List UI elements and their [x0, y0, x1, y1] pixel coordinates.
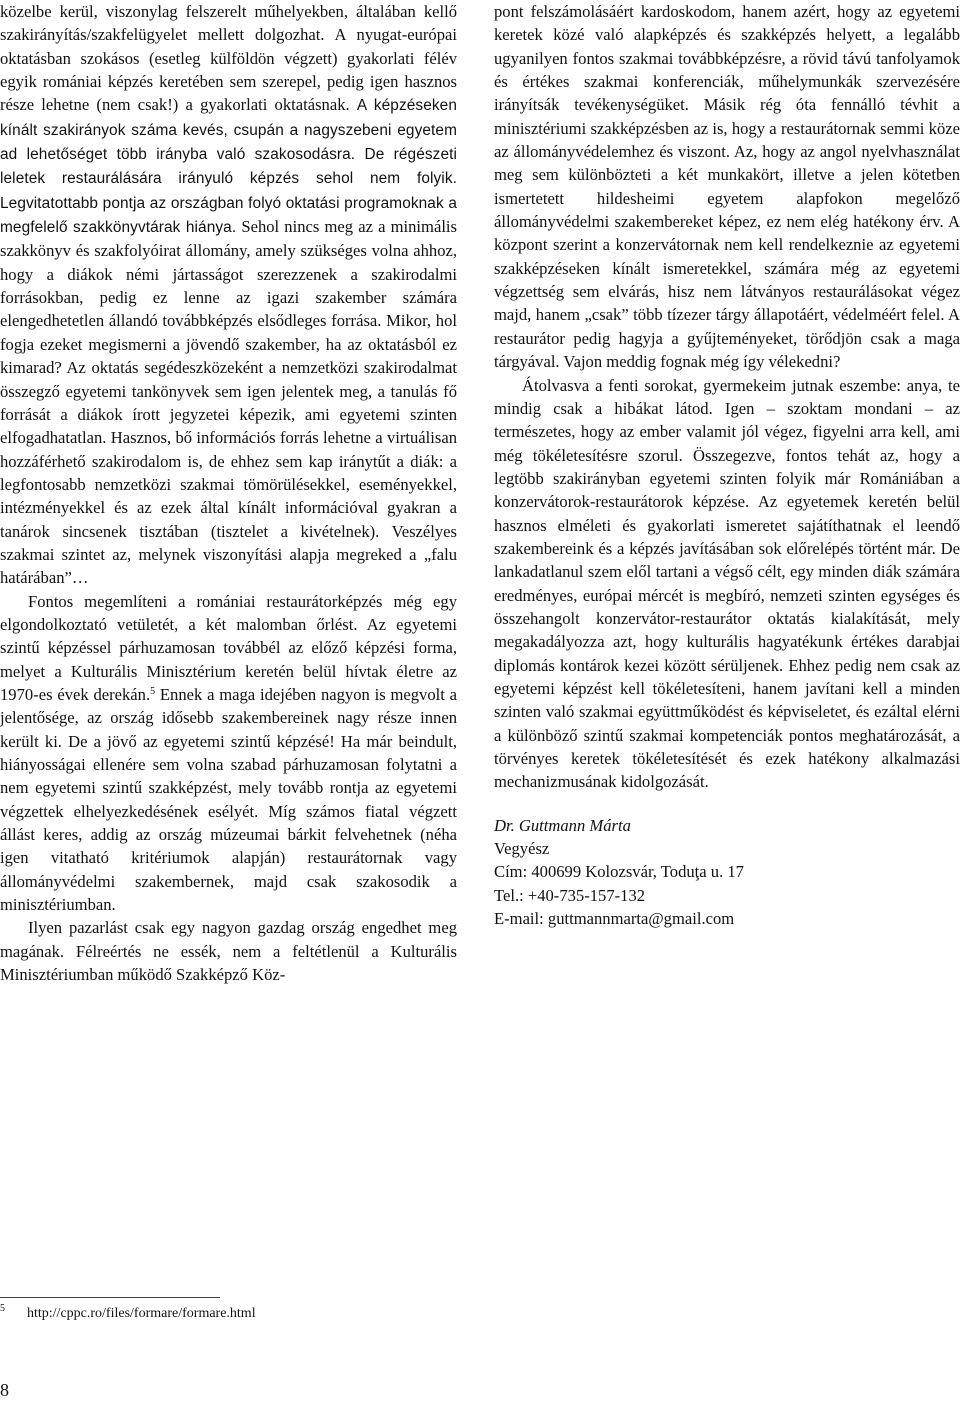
footnote-divider: [0, 1297, 220, 1298]
author-title: Vegyész: [494, 839, 550, 859]
author-email: E-mail: guttmannmarta@gmail.com: [494, 909, 735, 929]
author-address: Cím: 400699 Kolozsvár, Toduţa u. 17: [494, 862, 744, 882]
page-number: 8: [0, 1380, 9, 1400]
paragraph-text-sans: A képzéseken kínált szakirányok száma kevés, csupán a nagyszebeni egyetem ad lehetőséget több irányba való szakosodásra. De régészeti leletek restaurálására irányuló képzés sehol nem folyik. Legvitatottabb pontja az országban folyó oktatási programoknak a megfelelő szakkönyvtárak hiánya.: [0, 97, 457, 237]
paragraph: pont felszámolásáért kardoskodom, hanem azért, hogy az egyetemi keretek közé való alapképzés és szakképzés helyett, a legalább ugyanilyen fontos szakmai továbbképzésre, a rövid távú tanfolyamok és értékes szakmai konferenciák, műhelymunkák szervezésére irányítsák tevékenységüket. Másik rég óta fennálló tévhit a minisztériumi szakképzésben az is, hogy a restaurátornak semmi köze az állományvédelemhez és viszont. Az, hogy az angol nyelvhasználat meg sem különbözteti a két munkakört, illetve a jelen kötetben ismertetett hildesheimi egyetem alapfokon megelőző állományvédelmi szakembereket képez, ez nem elég hatékony érv. A központ szerint a konzervátornak nem kell rendelkeznie az egyetemi szakképzéseken kínált ismeretekkel, számára még az egyetemi végzettség sem elvárás, hisz nem látványos restaurálásokat végez majd, hanem „csak” több tízezer tárgy állapotáért, védelméért felel. A restaurátor pedig hagyja a gyűjteményeket, törődjön csak a maga tárgyával. Vajon meddig fognak még így vélekedni?: [494, 2, 960, 372]
author-signature: [494, 814, 960, 931]
left-column: [0, 0, 457, 986]
right-column: [494, 0, 960, 930]
author-phone: Tel.: +40-735-157-132: [494, 885, 646, 905]
paragraph: Átolvasva a fenti sorokat, gyermekeim jutnak eszembe: anya, te mindig csak a hibákat látod. Igen – szoktam mondani – az természetes, hogy az ember valamit jól végez, figyelni arra kell, ami még tökéletesítésre szorul. Összegezve, fontos tehát az, hogy a legtöbb szakirányban egyetemi szinten folyik már Romániában a konzervátorok-restaurátorok képzése. Az egyetemek keretén belül hasznos elméleti és gyakorlati ismeretet sajátíthatnak el leendő szakembereink és a képzés javításában sok előrelépés történt már. De lankadatlanul szem elől tartani a végső célt, egy minden diák számára eredményes, európai mércét is megbíró, nemzeti szinten egységes és összehangolt konzervátor-restaurátor oktatás kialakítását, mely megakadályozza azt, hogy kulturális hagyatékunk értékes darabjai diplomás kontárok kezei között sérüljenek. Ehhez pedig nem csak az egyetemi képzést kell tökéletesíteni, hanem javítani kell a minden szinten való szakmai együttműködést és képviseletet, és ezáltal elérni a különböző szintű szakmai kompetenciák pontos meghatározását, a törvényes keretek tökéletesítését és ezek hatékony alkalmazási mechanizmusának kidolgozását.: [494, 375, 960, 792]
paragraph-text: Ennek a maga idejében nagyon is megvolt a jelentősége, az ország idősebb szakembereinek nagy része innen került ki. De a jövő az egyetemi szintű képzésé! Ha már beindult, hiányosságai ellenére sem volna szabad párhuzamosan folytatni a nem egyetemi szintű szakképzést, mely tovább rontja az egyetemi végzettek elhelyezkedésének esélyét. Míg számos fiatal végzett állást keres, addig az ország múzeumai bárkit felvehetnek (néha igen vitatható kritériumok alapján) restaurátornak vagy állományvédelmi szakembernek, majd csak szakosodik a minisztériumban.: [0, 684, 457, 915]
footnote-ref: 5: [150, 685, 156, 697]
paragraph-text: Sehol nincs meg az a minimális szakkönyv és szakfolyóirat állomány, amely szükséges volna ahhoz, hogy a diákok némi jártasságot szerezzenek a szakirodalmi forrásokban, pedig ez lenne az igazi szakember számára elengedhetetlen állandó továbbképzés elsődleges forrása. Mikor, hol fogja ezeket megismerni a jövendő szakember, ha az oktatásból ez kimarad? Az oktatás segédeszközeként a nemzetközi szakirodalmat összegző egyetemi tankönyvek sem igen jelentek meg, a tanulás fő forrását a diákok írott jegyzetei képezik, ami egyetemi szinten elfogadhatatlan. Hasznos, bő információs forrás lehetne a virtuálisan hozzáférhető szakirodalom is, de ehhez sem kap iránytűt a diák: a legfontosabb nemzetközi szakmai tömörülésekkel, eseményekkel, intézményekkel és az ezek által kínált információval gyakran a tanárok sincsenek tisztában (tisztelet a kivételnek). Veszélyes szakmai szintet az, melynek viszonyítási alapja megreked a „falu határában”…: [0, 217, 457, 588]
footnote: [0, 1300, 256, 1323]
paragraph-text: Fontos megemlíteni a romániai restaurátorképzés még egy elgondolkoztató vetületét, a két malomban őrlést. Az egyetemi szintű képzéssel párhuzamosan továbbél az előző képzési forma, melyet a Kulturális Minisztérium keretén belül hívtak életre az 1970-es évek derekán.: [0, 591, 457, 704]
author-name: Dr. Guttmann Márta: [494, 815, 631, 835]
footnote-link: http://cppc.ro/files/formare/formare.html: [27, 1306, 256, 1321]
paragraph: [0, 590, 457, 917]
footnote-number: 5: [0, 1303, 5, 1314]
paragraph-text: közelbe kerül, viszonylag felszerelt műhelyekben, általában kellő szakirányítás/szakfelügyelet mellett dolgozhat. A nyugat-európai oktatásban szokásos (esetleg külföldön végzett) gyakorlati félév egyik romániai képzés keretében sem szerepel, pedig igen hasznos része lehetne (nem csak!) a gyakorlati oktatásnak.: [0, 2, 457, 115]
paragraph: [0, 0, 457, 590]
paragraph: Ilyen pazarlást csak egy nagyon gazdag ország engedhet meg magának. Félreértés ne essék, nem a feltétlenül a Kulturális Minisztériumban működő Szakképző Köz-: [0, 918, 457, 985]
